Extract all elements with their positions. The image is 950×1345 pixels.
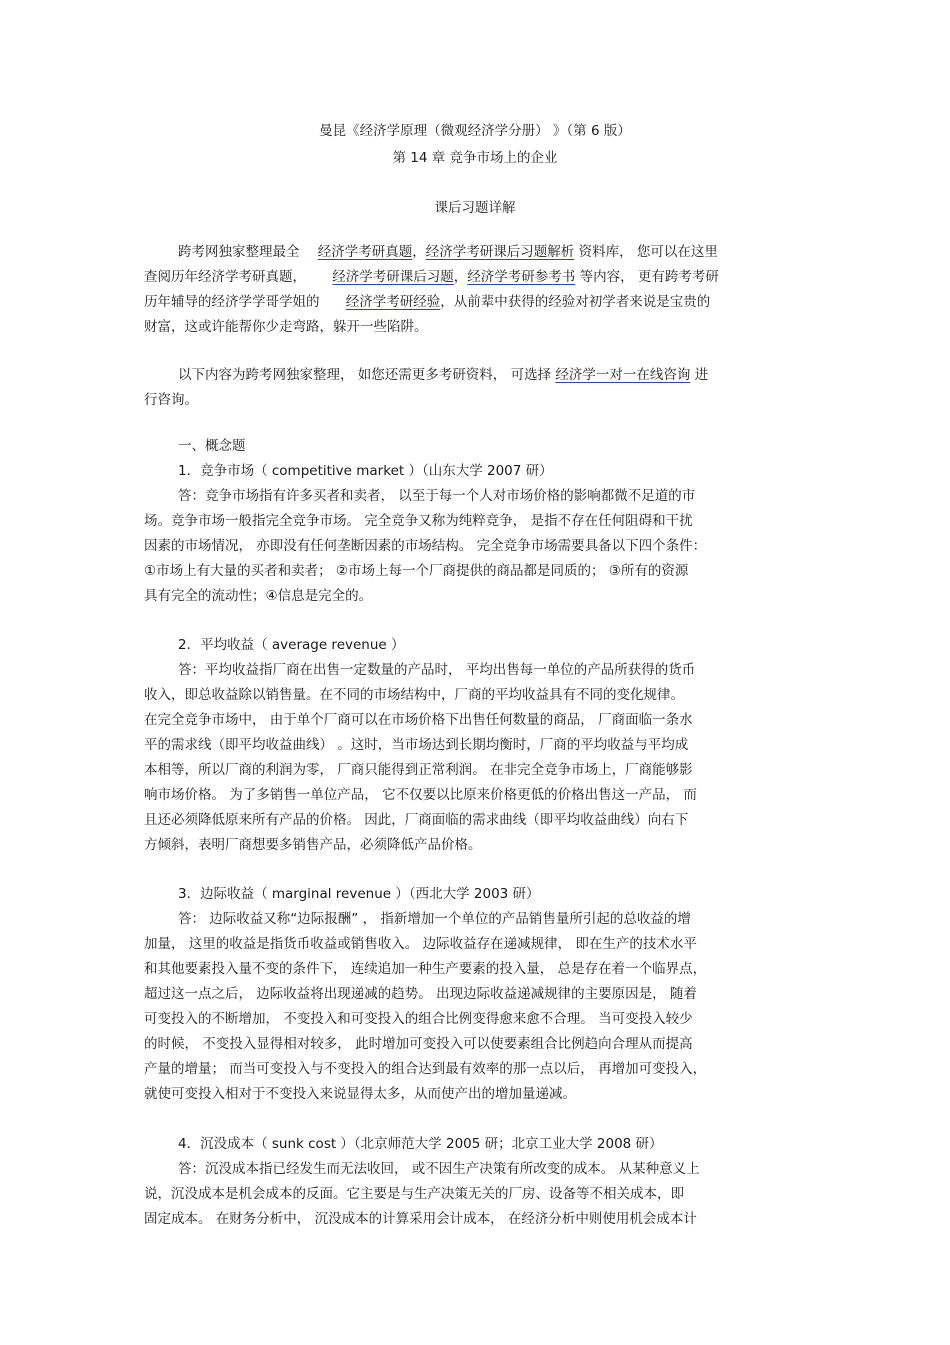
answer-line: 答：沉没成本指已经发生而无法收回， 或不因生产决策有所改变的成本。 从某种意义上 — [178, 1161, 700, 1177]
answer-line: 超过这一点之后， 边际收益将出现递减的趋势。 出现边际收益递减规律的主要原因是， 随着 — [144, 986, 697, 1002]
link-reference-books[interactable]: 经济学考研参考书 — [467, 269, 576, 285]
notice-text: 进 — [694, 367, 709, 383]
answer-line: ①市场上有大量的买者和卖者； ②市场上每一个厂商提供的商品都是同质的； ③所有的资源 — [144, 563, 689, 579]
link-exam-papers[interactable]: 经济学考研真题 — [317, 244, 413, 260]
answer-line: 产量的增量； 而当可变投入与不变投入的组合达到最有效率的那一点以后， 再增加可变投入， — [144, 1061, 707, 1077]
answer-line: 场。竞争市场一般指完全竞争市场。 完全竞争又称为纯粹竞争， 是指不存在任何阻碍和干扰 — [144, 513, 693, 529]
answer-line: 加量， 这里的收益是指货币收益或销售收入。 边际收益存在递减规律， 即在生产的技术水平 — [144, 936, 697, 952]
question-heading: 3．边际收益（ marginal revenue ）（西北大学 2003 研） — [178, 886, 540, 902]
intro-text: ， — [453, 269, 468, 285]
answer-line: 平的需求线（即平均收益曲线） 。这时，当市场达到长期均衡时，厂商的平均收益与平均成 — [144, 737, 689, 753]
link-exam-experience[interactable]: 经济学考研经验 — [345, 294, 441, 310]
section-subtitle: 课后习题详解 — [434, 200, 516, 216]
notice-text: 行咨询。 — [144, 392, 198, 408]
answer-line: 且还必须降低原来所有产品的价格。 因此，厂商面临的需求曲线（即平均收益曲线）向右下 — [144, 812, 689, 828]
answer-line: 因素的市场情况， 亦即没有任何垄断因素的市场结构。 完全竞争市场需要具备以下四个条件： — [144, 538, 707, 554]
answer-line: 响市场价格。 为了多销售一单位产品， 它不仅要以比原来价格更低的价格出售这一产品， 而 — [144, 787, 697, 803]
section-heading: 一、概念题 — [178, 438, 246, 454]
document-title: 曼昆《经济学原理（微观经济学分册） 》（第 6 版） — [319, 123, 631, 139]
notice-text: 以下内容为跨考网独家整理， 如您还需更多考研资料， 可选择 — [178, 367, 552, 383]
question-heading: 4．沉没成本（ sunk cost ）（北京师范大学 2005 研；北京工业大学 2008 研） — [178, 1136, 663, 1152]
question-heading: 1．竞争市场（ competitive market ）（山东大学 2007 研） — [178, 463, 553, 479]
intro-text: 资料库， 您可以在这里 — [578, 244, 718, 260]
link-online-consult[interactable]: 经济学一对一在线咨询 — [555, 367, 691, 383]
answer-line: 可变投入的不断增加， 不变投入和可变投入的组合比例变得愈来愈不合理。 当可变投入较少 — [144, 1011, 693, 1027]
intro-text: 等内容， 更有跨考考研 — [579, 269, 719, 285]
answer-line: 答：平均收益指厂商在出售一定数量的产品时， 平均出售每一单位的产品所获得的货币 — [178, 662, 696, 678]
answer-line: 具有完全的流动性；④信息是完全的。 — [144, 588, 373, 604]
question-heading: 2．平均收益（ average revenue ） — [178, 637, 405, 653]
link-exercise-solutions[interactable]: 经济学考研课后习题解析 — [425, 244, 575, 260]
answer-line: 说，沉没成本是机会成本的反面。它主要是与生产决策无关的厂房、设备等不相关成本，即 — [144, 1186, 684, 1202]
answer-line: 固定成本。 在财务分析中， 沉没成本的计算采用会计成本， 在经济分析中则使用机会成本计 — [144, 1211, 697, 1227]
answer-line: 和其他要素投入量不变的条件下， 连续追加一种生产要素的投入量， 总是存在着一个临界点， — [144, 961, 707, 977]
answer-line: 本相等，所以厂商的利润为零， 厂商只能得到正常利润。 在非完全竞争市场上，厂商能够影 — [144, 762, 693, 778]
intro-text: 查阅历年经济学考研真题， — [144, 269, 306, 285]
answer-line: 答： 边际收益又称“边际报酬” ， 指新增加一个单位的产品销售量所引起的总收益的增 — [178, 911, 691, 927]
intro-text: ，从前辈中获得的经验对初学者来说是宝贵的 — [440, 294, 711, 310]
intro-text: 跨考网独家整理最全 — [178, 244, 300, 260]
chapter-title: 第 14 章 竞争市场上的企业 — [392, 150, 558, 166]
intro-text: 历年辅导的经济学学哥学姐的 — [144, 294, 320, 310]
answer-line: 就使可变投入相对于不变投入来说显得太多，从而使产出的增加量递减。 — [144, 1086, 576, 1102]
answer-line: 在完全竞争市场中， 由于单个厂商可以在市场价格下出售任何数量的商品， 厂商面临一条水 — [144, 712, 693, 728]
intro-text: ， — [412, 244, 426, 260]
link-after-class-exercises[interactable]: 经济学考研课后习题 — [332, 269, 454, 285]
answer-line: 答：竞争市场指有许多买者和卖者， 以至于每一个人对市场价格的影响都微不足道的市 — [178, 488, 696, 504]
intro-text: 财富，这或许能帮你少走弯路，躲开一些陷阱。 — [144, 319, 428, 335]
answer-line: 收入，即总收益除以销售量。在不同的市场结构中，厂商的平均收益具有不同的变化规律。 — [144, 687, 684, 703]
answer-line: 的时候， 不变投入显得相对较多， 此时增加可变投入可以使要素组合比例趋向合理从而提高 — [144, 1036, 693, 1052]
answer-line: 方倾斜，表明厂商想要多销售产品，必须降低产品价格。 — [144, 837, 482, 853]
